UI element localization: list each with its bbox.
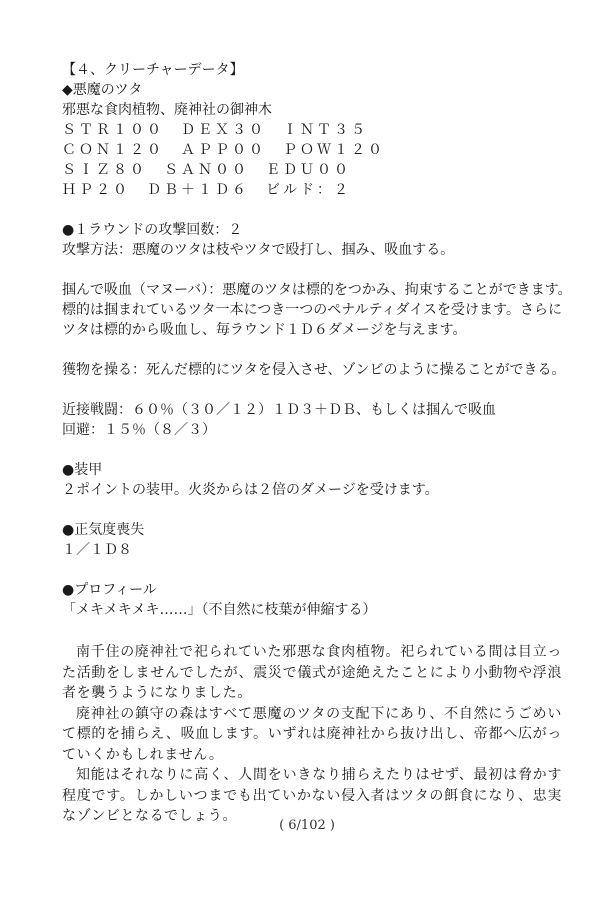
spacer (62, 620, 562, 642)
armor-heading: ●装甲 (62, 462, 103, 478)
section-title: 【４、クリーチャーデータ】 (62, 62, 244, 78)
spacer (62, 260, 562, 280)
grab-line: ツタは標的から吸血し、毎ラウンド１Ｄ６ダメージを与えます。 (62, 322, 467, 338)
grab-line: 掴んで吸血（マヌーバ）：悪魔のツタは標的をつかみ、拘束することができます。 (62, 282, 572, 298)
attacks-heading: ●１ラウンドの攻撃回数：２ (62, 222, 243, 238)
document-page (62, 60, 572, 827)
attack-method: 攻撃方法：悪魔のツタは枝やツタで殴打し、掴み、吸血する。 (62, 242, 455, 258)
dodge: 回避：１５％（８／３） (62, 422, 216, 438)
profile-paragraph: 知能はそれなりに高く、人間をいきなり捕らえたりはせず、最初は脅かす程度です。しかしいつまでも出ていかない侵入者はツタの餌食になり、忠実なゾンビとなるでしょう。 (62, 767, 562, 824)
sanity-text: １／１Ｄ８ (62, 542, 132, 558)
creature-description: 邪悪な食肉植物、廃神社の御神木 (62, 102, 272, 118)
profile-paragraph: 南千住の廃神社で祀られていた邪悪な食肉植物。祀られている間は目立った活動をしませんでしたが、震災で儀式が途絶えたことにより小動物や浮浪者を襲うようになりました。 (62, 644, 562, 701)
spacer (62, 500, 562, 520)
sanity-heading: ●正気度喪失 (62, 522, 145, 538)
spacer (62, 380, 562, 400)
spacer (62, 340, 562, 360)
stat-line: ＨＰ２０ ＤＢ＋１Ｄ６ ビルド：２ (62, 182, 351, 198)
profile-quote: 「メキメキメキ……」（不自然に枝葉が伸縮する） (62, 602, 377, 618)
spacer (62, 440, 562, 460)
stat-line: ＣＯＮ１２０ ＡＰＰ００ ＰＯＷ１２０ (62, 142, 385, 158)
melee-combat: 近接戦闘：６０％（３０／１２）１Ｄ３＋ＤＢ、もしくは掴んで吸血 (62, 402, 496, 418)
stat-line: ＳＴＲ１００ ＤＥＸ３０ ＩＮＴ３５ (62, 122, 368, 138)
page-number: ( 6/102 ) (279, 818, 335, 833)
spacer (62, 560, 562, 580)
prey-control: 獲物を操る：死んだ標的にツタを侵入させ、ゾンビのように操ることができる。 (62, 362, 566, 378)
stat-line: ＳＩＺ８０ ＳＡＮ００ ＥＤＵ００ (62, 162, 351, 178)
profile-paragraph: 廃神社の鎮守の森はすべて悪魔のツタの支配下にあり、不自然にうごめいて標的を捕らえ、吸血します。いずれは廃神社から抜け出し、帝都へ広がっていくかもしれません。 (62, 705, 562, 763)
profile-heading: ●プロフィール (62, 582, 157, 598)
armor-text: ２ポイントの装甲。火炎からは２倍のダメージを受けます。 (62, 482, 439, 498)
creature-name: ◆悪魔のツタ (62, 82, 143, 98)
spacer (62, 200, 562, 220)
grab-line: 標的は掴まれているツタ一本につき一つのペナルティダイスを受けます。さらに (62, 302, 562, 318)
